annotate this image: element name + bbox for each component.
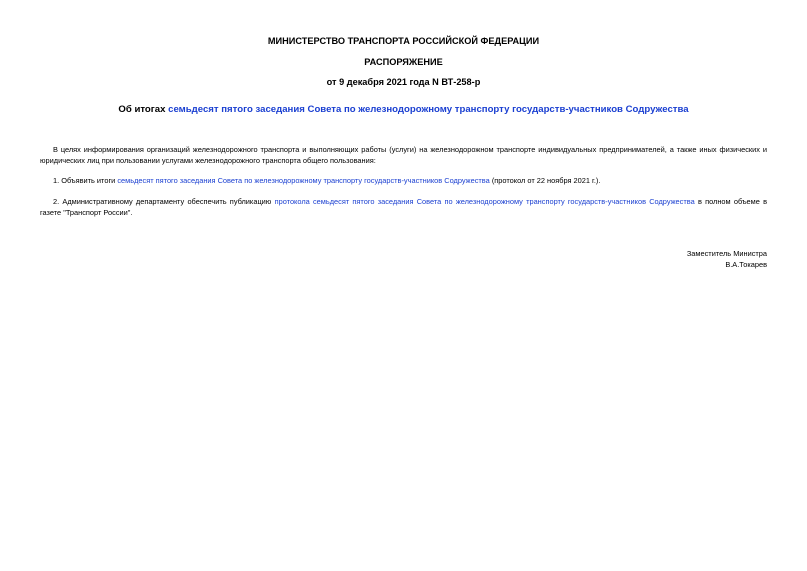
preamble-text: В целях информирования организаций железнодорожного транспорта и выполняющих работы (услуги) на железнодорожном транспорте индивидуальных предпринимателей, а также иных физических и юридических лиц при пользовании услугами железнодорожного транспорта общего пользования: (40, 145, 767, 165)
subject-link[interactable]: семьдесят пятого заседания Совета по железнодорожному транспорту государств-участников Содружества (168, 104, 689, 115)
item-2-suffix: в полном объеме в газете "Транспорт России". (40, 197, 768, 217)
item-2-paragraph (40, 197, 767, 218)
document-date: от 9 декабря 2021 года N ВТ-258-р (326, 77, 481, 87)
document-subject (0, 104, 807, 115)
item-2-prefix: 2. Административному департаменту обеспечить публикацию (53, 197, 275, 206)
item-1-link[interactable]: семьдесят пятого заседания Совета по железнодорожному транспорту государств-участников Содружества (117, 176, 490, 185)
item-1-prefix: 1. Объявить итоги (53, 176, 118, 185)
item-2-content (40, 197, 767, 218)
item-1-suffix: (протокол от 22 ноября 2021 г.). (489, 176, 601, 185)
signature-name: В.А.Токарев (725, 259, 767, 269)
signature-position: Заместитель Министра (686, 249, 767, 258)
signature-block (687, 249, 767, 270)
subject-prefix: Об итогах (118, 104, 169, 115)
preamble-paragraph (40, 145, 767, 166)
item-2-link[interactable]: протокола семьдесят пятого заседания Совета по железнодорожному транспорту государств-участников Содружества (274, 197, 695, 206)
item-1-paragraph (40, 176, 767, 187)
ministry-title: МИНИСТЕРСТВО ТРАНСПОРТА РОССИЙСКОЙ ФЕДЕРАЦИИ (267, 36, 540, 46)
document-type: РАСПОРЯЖЕНИЕ (364, 57, 443, 67)
item-1-content (40, 176, 767, 187)
